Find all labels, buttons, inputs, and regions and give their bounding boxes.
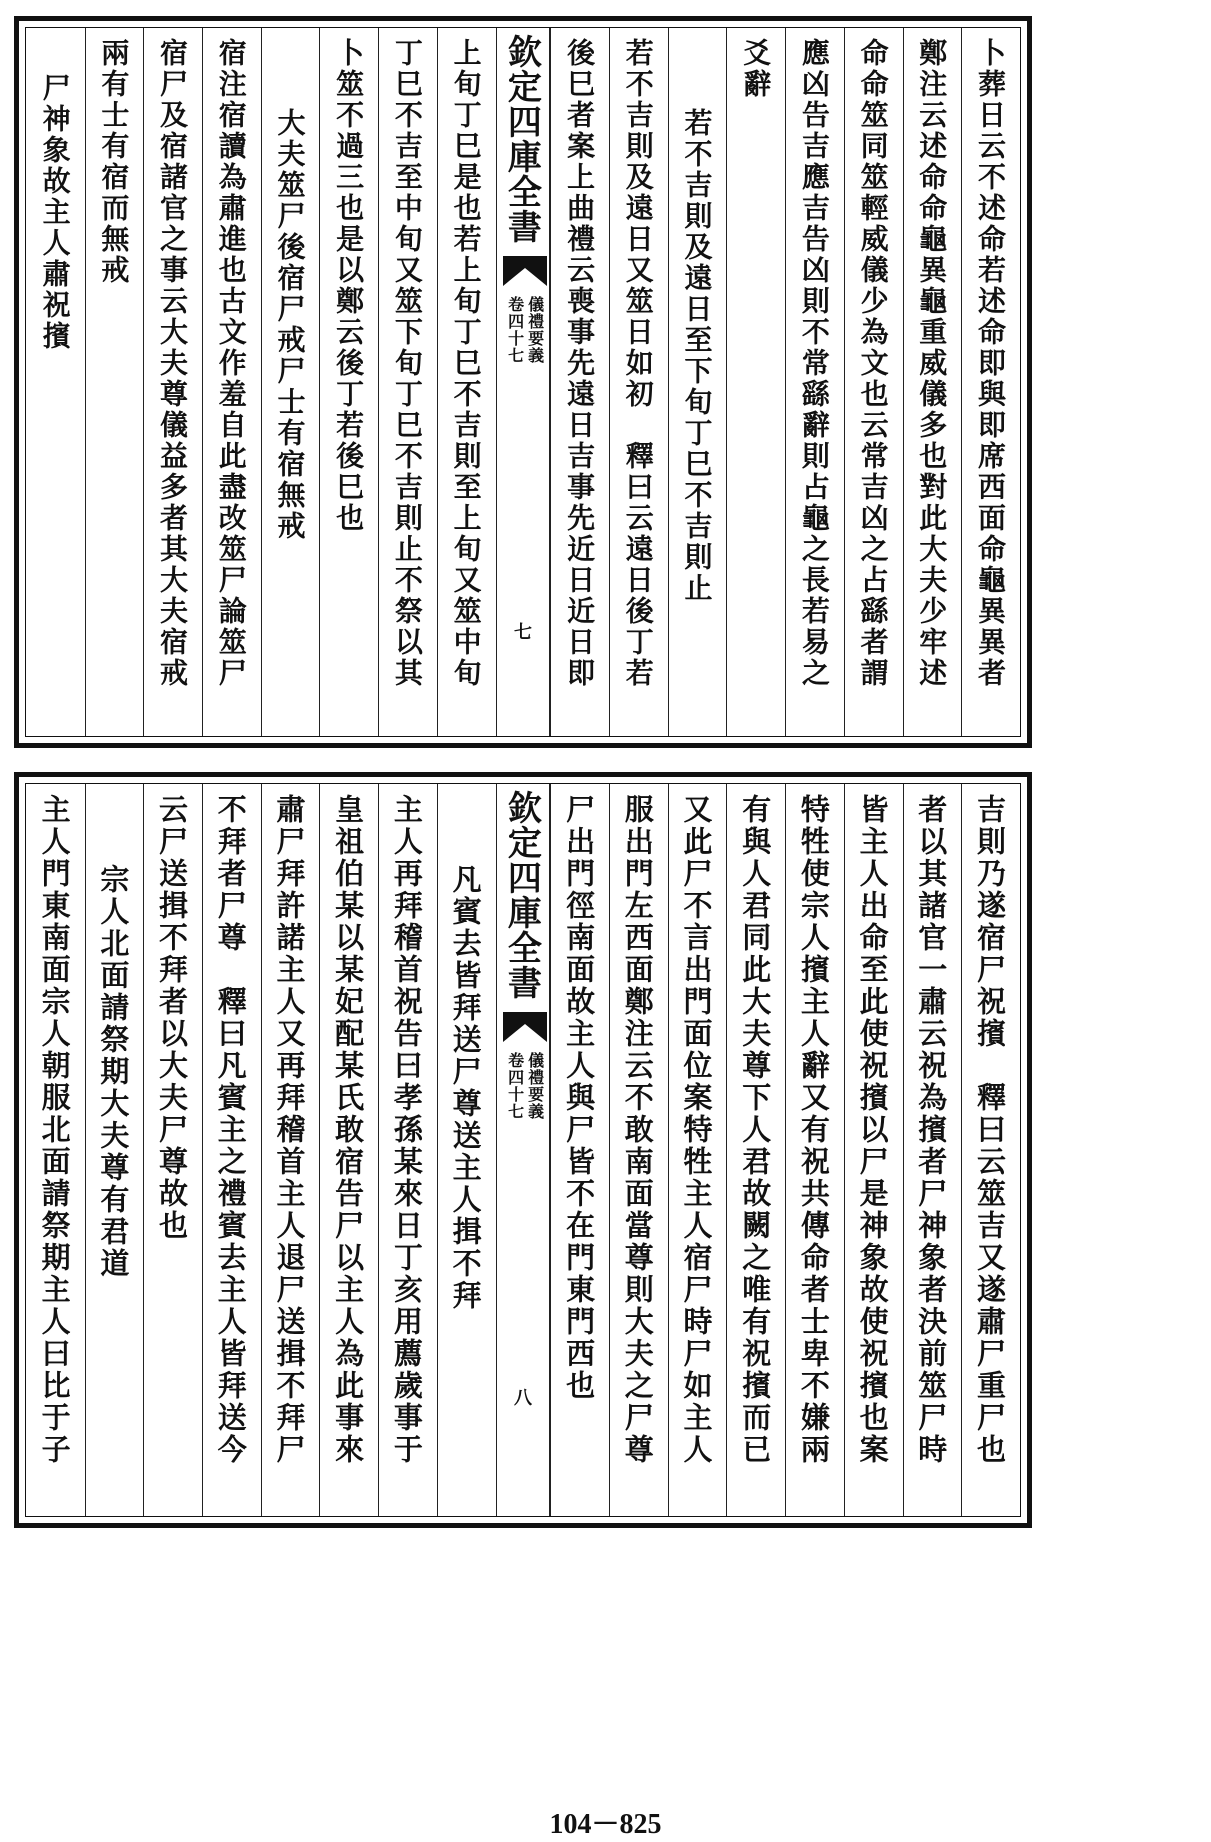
book-name: 儀禮要義 <box>525 296 545 364</box>
fishtail-mark-icon <box>503 256 547 286</box>
text-column: 又此尸不言出門面位案特牲主人宿尸時尸如主人 <box>668 784 727 1516</box>
fold-header-title: 欽定四庫全書 <box>501 790 542 1000</box>
text-column: 尸神象故主人肅祝擯 <box>38 73 72 352</box>
text-column: 吉則乃遂宿尸祝擯 釋曰云筮吉又遂肅尸重尸也 <box>961 784 1020 1516</box>
lower-page <box>14 772 1032 1528</box>
text-column: 卜葬日云不述命若述命即與即席西面命龜異異者 <box>961 28 1020 736</box>
text-column: 應凶告吉應吉告凶則不常繇辭則占龜之長若易之 <box>785 28 844 736</box>
text-column: 命命筮同筮輕威儀少為文也云常吉凶之占繇者謂 <box>844 28 903 736</box>
text-column: 皆主人出命至此使祝擯以尸是神象故使祝擯也案 <box>844 784 903 1516</box>
text-column: 兩有士有宿而無戒 <box>85 28 144 736</box>
text-column: 特牲使宗人擯主人辭又有祝共傳命者士卑不嫌兩 <box>785 784 844 1516</box>
fold-margin <box>496 784 551 1516</box>
text-column: 尸出門徑南面故主人與尸皆不在門東門西也 <box>550 784 609 1516</box>
text-column: 宗人北面請祭期大夫尊有君道 <box>85 784 144 1516</box>
fold-subtitle <box>505 1052 545 1120</box>
fold-subtitle <box>505 296 545 364</box>
text-column: 宿尸及宿諸官之事云大夫尊儀益多者其大夫宿戒 <box>143 28 202 736</box>
page-footer-number: 104－825 <box>549 1809 662 1840</box>
fold-margin <box>496 28 551 736</box>
book-name: 儀禮要義 <box>525 1052 545 1120</box>
text-column: 云尸送揖不拜者以大夫尸尊故也 <box>143 784 202 1516</box>
text-column: 若不吉則及遠日至下旬丁巳不吉則止 <box>668 28 727 736</box>
volume-number: 卷四十七 <box>505 1052 525 1120</box>
text-column: 後巳者案上曲禮云喪事先遠日吉事先近日近日即 <box>550 28 609 736</box>
upper-page <box>14 16 1032 748</box>
text-column: 皇祖伯某以某妃配某氏敢宿告尸以主人為此事來 <box>319 784 378 1516</box>
text-column: 卜筮不過三也是以鄭云後丁若後巳也 <box>319 28 378 736</box>
leaf-page-number: 八 <box>513 1388 532 1409</box>
volume-number: 卷四十七 <box>505 296 525 364</box>
fishtail-mark-icon <box>503 1012 547 1042</box>
lower-text-block <box>25 783 1021 1517</box>
text-column: 主人門東南面宗人朝服北面請祭期主人曰比于子 <box>37 794 72 1466</box>
text-column: 者以其諸官一肅云祝為擯者尸神象者決前筮尸時 <box>903 784 962 1516</box>
text-column: 若不吉則及遠日又筮日如初 釋曰云遠日後丁若 <box>609 28 668 736</box>
fold-header-title: 欽定四庫全書 <box>501 34 542 244</box>
text-column: 凡賓去皆拜送尸尊送主人揖不拜 <box>437 784 496 1516</box>
text-column: 上旬丁巳是也若上旬丁巳不吉則至上旬又筮中旬 <box>437 28 496 736</box>
text-column: 爻辭 <box>726 28 785 736</box>
text-column: 不拜者尸尊 釋曰凡賓主之禮賓去主人皆拜送今 <box>202 784 261 1516</box>
text-column: 宿注宿讀為肅進也古文作羞自此盡改筮尸論筮尸 <box>202 28 261 736</box>
upper-text-block <box>25 27 1021 737</box>
text-column: 服出門左西面鄭注云不敢南面當尊則大夫之尸尊 <box>609 784 668 1516</box>
text-column: 丁巳不吉至中旬又筮下旬丁巳不吉則止不祭以其 <box>378 28 437 736</box>
text-column: 肅尸拜許諾主人又再拜稽首主人退尸送揖不拜尸 <box>261 784 320 1516</box>
text-column: 有與人君同此大夫尊下人君故闕之唯有祝擯而已 <box>726 784 785 1516</box>
leaf-page-number: 七 <box>513 622 532 643</box>
text-column: 鄭注云述命命龜異龜重威儀多也對此大夫少牢述 <box>903 28 962 736</box>
text-column: 主人再拜稽首祝告曰孝孫某來日丁亥用薦歲事于 <box>378 784 437 1516</box>
text-column: 大夫筮尸後宿尸戒尸士有宿無戒 <box>261 28 320 736</box>
